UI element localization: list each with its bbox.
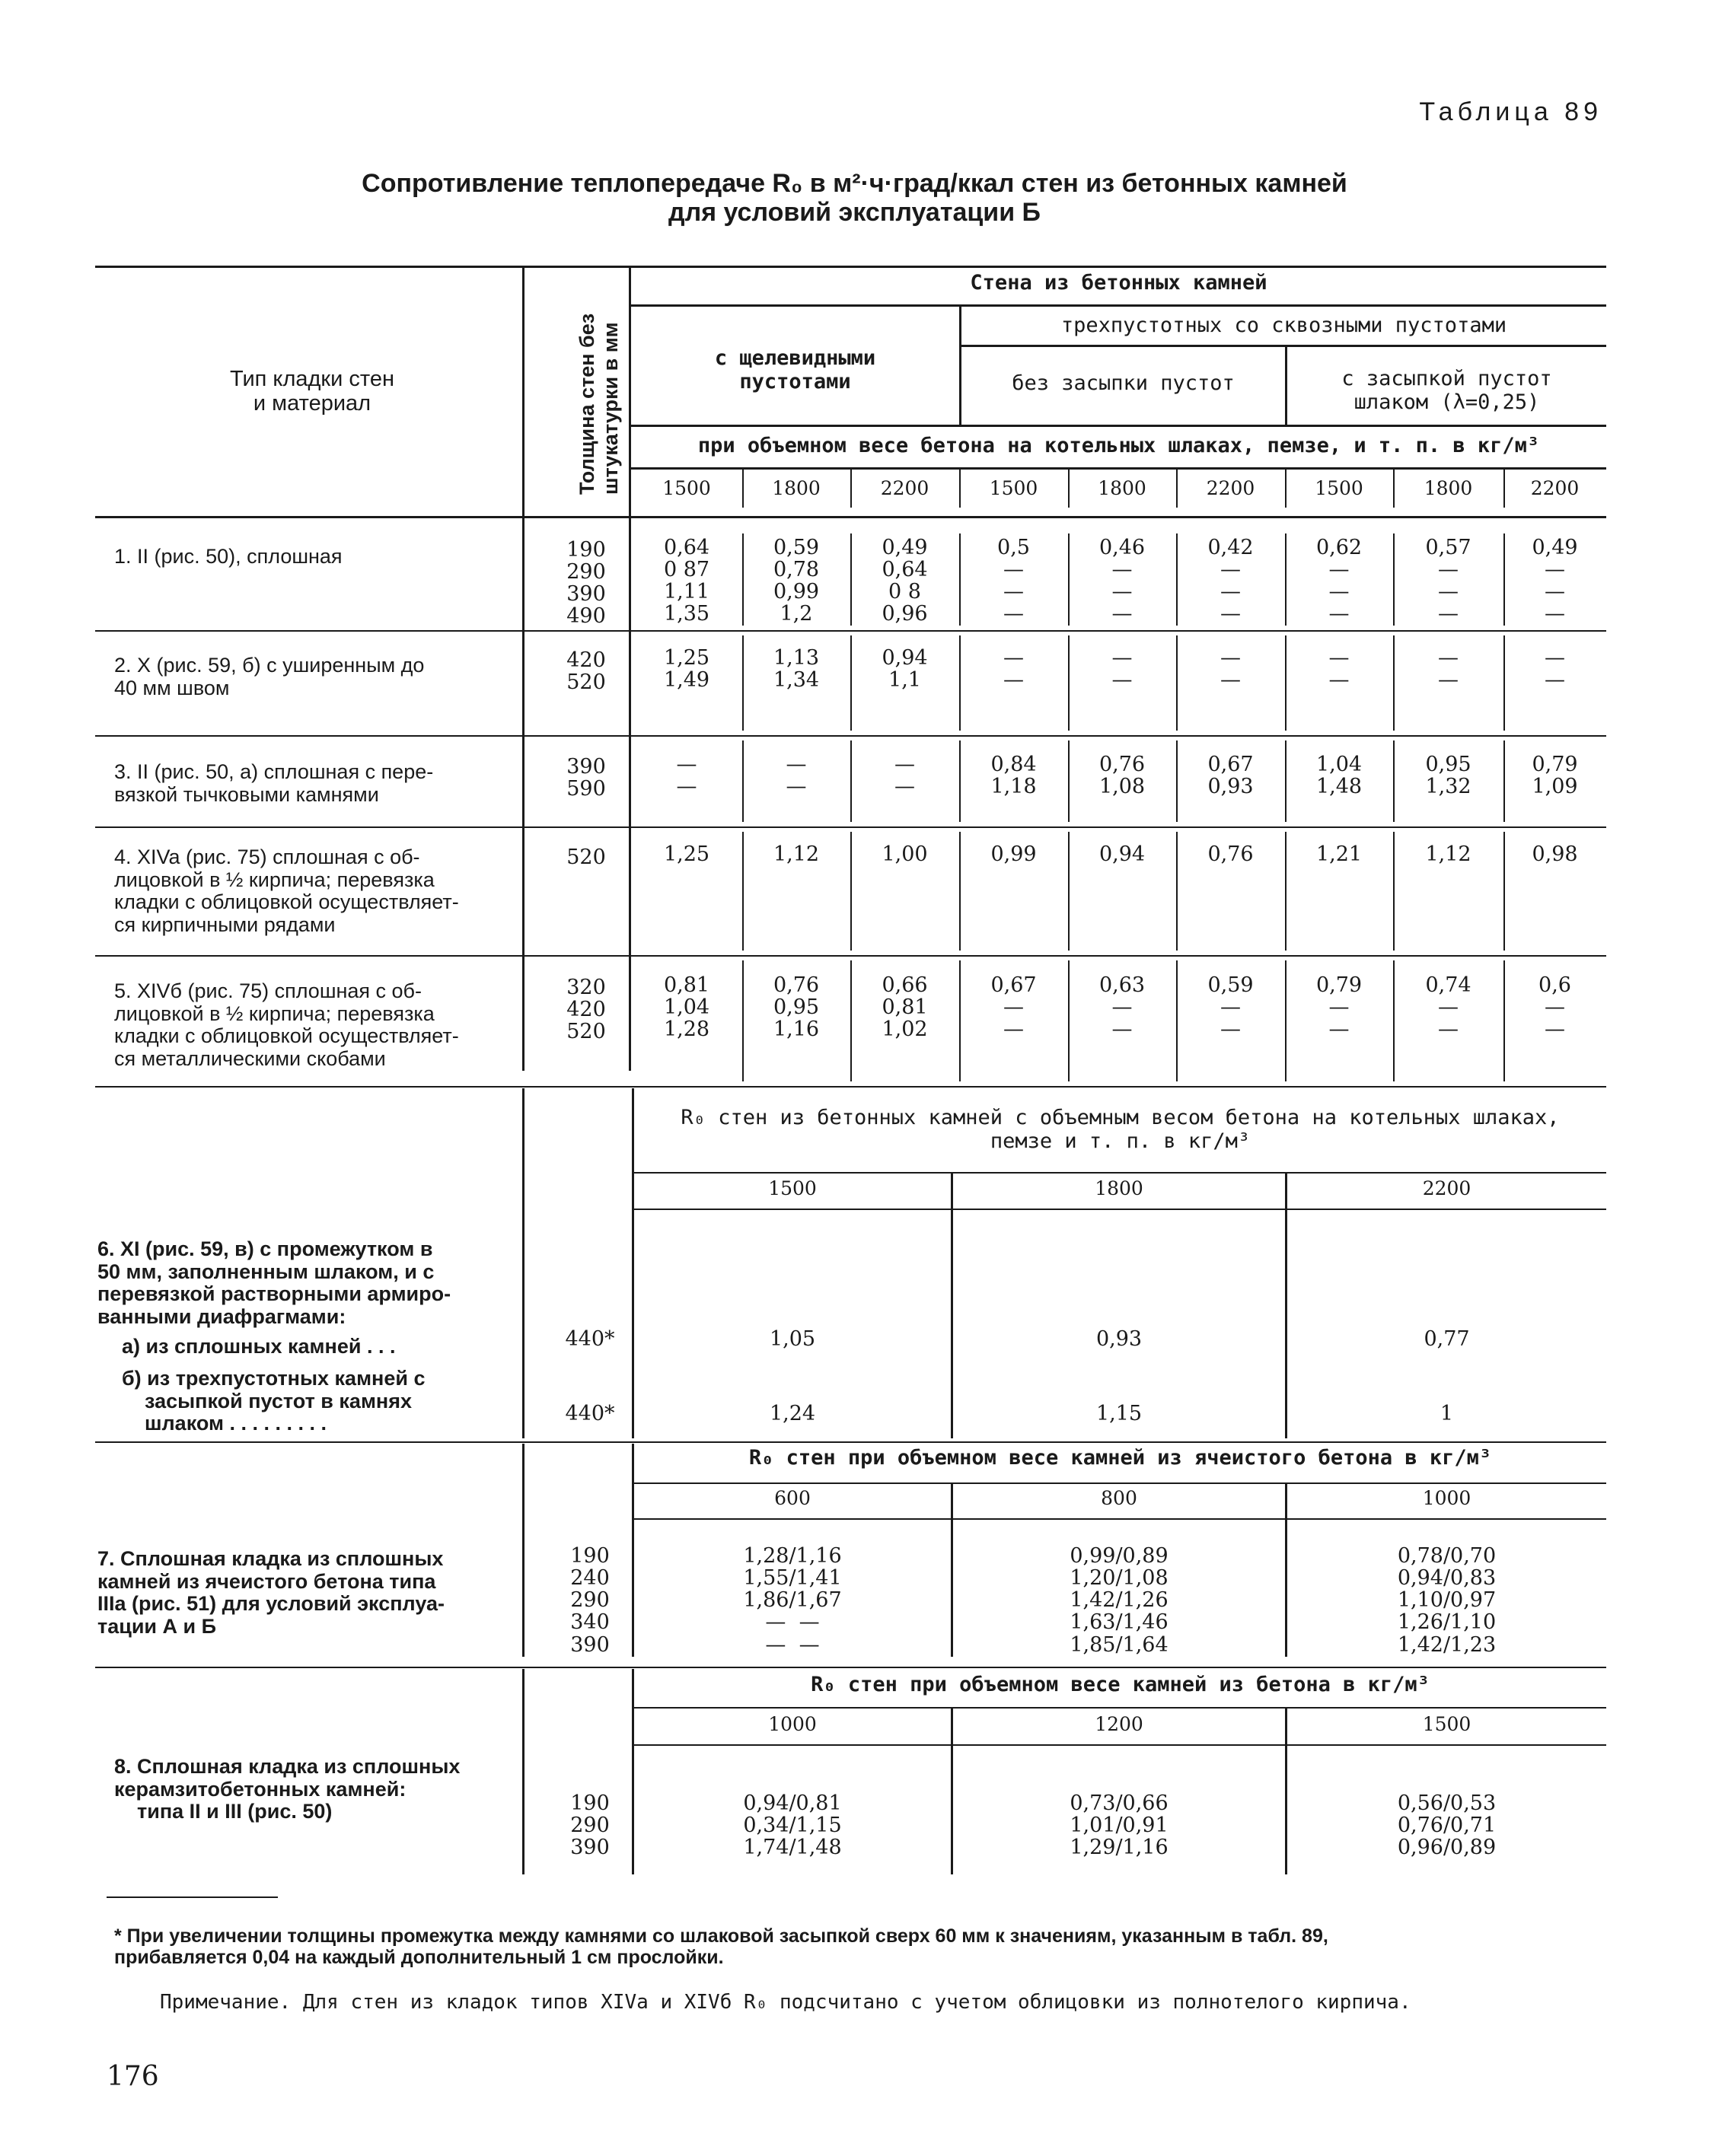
- row-label-4: 4. XIVa (рис. 75) сплошная с об- лицовкой в ½ кирпича; перевязка кладки с облицовкой осуществляет- ся кирпичными рядами: [114, 846, 459, 937]
- table-cell: 1,13 1,34: [773, 646, 820, 693]
- table-cell: — —: [1328, 646, 1350, 693]
- s7-head-line: [634, 1482, 1606, 1484]
- s6-label: 6. XI (рис. 59, в) с промежутком в 50 мм, заполненным шлаком, и с перевязкой растворными армиро- ванными диафрагмами:: [97, 1237, 451, 1329]
- s7-density-800: 800: [1101, 1487, 1137, 1509]
- s8-label: 8. Сплошная кладка из сплошных керамзитобетонных камней: типа II и III (рис. 50): [114, 1755, 461, 1823]
- table-title-line1: Сопротивление теплопередаче R₀ в м²·ч·град/ккал стен из бетонных камней: [362, 169, 1347, 198]
- s8-thickness: 190 290 390: [570, 1791, 610, 1860]
- table-cell: 0,79 1,09: [1532, 753, 1578, 799]
- s8-divider-type: [522, 1669, 524, 1874]
- s7-values-1000: 0,78/0,70 0,94/0,83 1,10/0,97 1,26/1,10 1,42/1,23: [1397, 1544, 1497, 1657]
- row-separator: [95, 630, 1606, 632]
- density-header-8: 2200: [1530, 477, 1580, 499]
- table-label: Таблица 89: [1419, 97, 1602, 126]
- table-cell: 0,67 — —: [990, 973, 1037, 1042]
- table-cell: 0,94 1,1: [882, 646, 928, 693]
- table-cell: 0,84 1,18: [990, 753, 1037, 799]
- note: Примечание. Для стен из кладок типов XIVa и XIVб R₀ подсчитано с учетом облицовки из полнотелого кирпича.: [160, 1991, 1411, 2014]
- s6-divider-type: [522, 1088, 524, 1438]
- group-header: Стена из бетонных камней: [970, 271, 1267, 295]
- table-title-line2: для условий эксплуатации Б: [668, 198, 1041, 227]
- row-label-1: 1. II (рис. 50), сплошная: [114, 545, 343, 568]
- table-cell: 0,57 — — —: [1425, 536, 1471, 626]
- s6-value-a-1500: 1,05: [769, 1327, 816, 1351]
- s6-value-a-1800: 0,93: [1095, 1327, 1143, 1351]
- s6-sub-b: б) из трехпустотных камней с засыпкой пустот в камнях шлаком . . . . . . . . .: [122, 1367, 426, 1435]
- s7-values-600: 1,28/1,16 1,55/1,41 1,86/1,67 — — — —: [743, 1544, 842, 1657]
- table-cell: 0,76: [1207, 842, 1254, 866]
- table-cell: 1,00: [882, 842, 928, 866]
- row-thickness-4: 520: [566, 846, 606, 869]
- table-cell: 0,42 — — —: [1207, 536, 1254, 626]
- s7-head: R₀ стен при объемном весе камней из ячеистого бетона в кг/м³: [748, 1446, 1492, 1470]
- s6-sub-a: а) из сплошных камней . . .: [122, 1335, 396, 1358]
- table-cell: 0,74 — —: [1425, 973, 1471, 1042]
- table-cell: 0,66 0,81 1,02: [882, 973, 928, 1042]
- table-cell: 0,81 1,04 1,28: [663, 973, 710, 1042]
- col-divider-type: [522, 268, 524, 1071]
- s6-value-b-1500: 1,24: [769, 1402, 816, 1425]
- row-thickness-5: 320 420 520: [566, 976, 606, 1044]
- density-header-5: 2200: [1206, 477, 1255, 499]
- table-cell: 0,5 — — —: [997, 536, 1030, 626]
- density-header-divider: [1393, 470, 1395, 508]
- table-cell: 0,76 1,08: [1098, 753, 1146, 799]
- s7-dens-line: [634, 1518, 1606, 1520]
- density-header-2: 2200: [880, 477, 929, 499]
- table-cell: 0,59 — —: [1207, 973, 1254, 1042]
- table-cell: 1,21: [1315, 842, 1363, 866]
- table-cell: 1,25 1,49: [663, 646, 710, 693]
- table-cell: 0,62 — — —: [1315, 536, 1363, 626]
- s7-label: 7. Сплошная кладка из сплошных камней из ячеистого бетона типа IIIa (рис. 51) для условий эксплуа- тации А и Б: [97, 1547, 445, 1638]
- with-fill-header: с засыпкой пустот шлаком (λ=0,25): [1341, 367, 1552, 415]
- table-cell: 0,59 0,78 0,99 1,2: [773, 536, 820, 626]
- row-thickness-2: 420 520: [566, 648, 606, 695]
- page-number: 176: [107, 2061, 159, 2092]
- s8-density-1200: 1200: [1095, 1713, 1143, 1735]
- s6-value-b-1800: 1,15: [1095, 1402, 1143, 1425]
- row-separator: [95, 735, 1606, 737]
- s7-density-1000: 1000: [1422, 1487, 1471, 1509]
- s8-values-1000: 0,94/0,81 0,34/1,15 1,74/1,48: [743, 1791, 842, 1860]
- density-header-7: 1800: [1424, 477, 1473, 499]
- s6-density-1500: 1500: [768, 1177, 817, 1199]
- s6-head: R₀ стен из бетонных камней с объемным весом бетона на котельных шлаках, пемзе и т. п. в кг/м³: [681, 1106, 1560, 1154]
- s8-values-1200: 0,73/0,66 1,01/0,91 1,29/1,16: [1070, 1791, 1169, 1860]
- table-cell: — —: [786, 753, 807, 799]
- table-cell: 1,04 1,48: [1315, 753, 1363, 799]
- s7-thickness: 190 240 290 340 390: [570, 1544, 610, 1657]
- table-cell: — —: [1111, 646, 1133, 693]
- s6-col-divider: [1285, 1172, 1287, 1438]
- s6-col-divider: [951, 1172, 953, 1438]
- row-thickness-3: 390 590: [566, 755, 606, 801]
- s7-bottom-line: [95, 1667, 1606, 1668]
- table-cell: — —: [676, 753, 697, 799]
- table-cell: 0,79 — —: [1315, 973, 1363, 1042]
- no-fill-header: без засыпки пустот: [1012, 371, 1235, 395]
- row-label-3: 3. II (рис. 50, а) сплошная с пере- вязкой тычковыми камнями: [114, 760, 434, 806]
- s6-thickness-b: 440*: [565, 1402, 615, 1425]
- s7-density-600: 600: [774, 1487, 811, 1509]
- s6-dens-line: [634, 1209, 1606, 1210]
- density-header-3: 1500: [989, 477, 1038, 499]
- table-cell: 0,94: [1098, 842, 1146, 866]
- slotted-header: с щелевидными пустотами: [714, 346, 876, 394]
- row-separator: [95, 1086, 1606, 1088]
- s8-density-1000: 1000: [768, 1713, 817, 1735]
- col-header-type: Тип кладки стен и материал: [230, 367, 394, 416]
- row-label-5: 5. XIVб (рис. 75) сплошная с об- лицовкой в ½ кирпича; перевязка кладки с облицовкой осуществляет- ся металлическими скобами: [114, 979, 459, 1071]
- row-label-2: 2. X (рис. 59, б) с уширенным до 40 мм швом: [114, 654, 425, 699]
- table-cell: 0,67 0,93: [1207, 753, 1254, 799]
- table-cell: — —: [1220, 646, 1241, 693]
- density-header-0: 1500: [662, 477, 711, 499]
- density-header-4: 1800: [1098, 477, 1146, 499]
- s7-values-800: 0,99/0,89 1,20/1,08 1,42/1,26 1,63/1,46 1,85/1,64: [1070, 1544, 1169, 1657]
- group-header-line: [631, 304, 1606, 307]
- table-cell: 0,99: [990, 842, 1037, 866]
- table-cell: 0,49 0,64 0 8 0,96: [882, 536, 928, 626]
- density-header-6: 1500: [1315, 477, 1363, 499]
- table-cell: 1,25: [663, 842, 710, 866]
- s8-head-line: [634, 1707, 1606, 1709]
- header-bottom-border: [95, 516, 1606, 518]
- table-cell: — —: [1438, 646, 1459, 693]
- density-header-divider: [742, 470, 744, 508]
- three-hollow-line: [959, 345, 1606, 347]
- s8-values-1500: 0,56/0,53 0,76/0,71 0,96/0,89: [1397, 1791, 1497, 1860]
- footnote-rule: [107, 1896, 278, 1898]
- density-header-divider: [1068, 470, 1070, 508]
- density-header-divider: [850, 470, 852, 508]
- s6-density-1800: 1800: [1095, 1177, 1143, 1199]
- density-header-divider: [959, 470, 961, 508]
- row-separator: [95, 955, 1606, 957]
- s8-dens-line: [634, 1744, 1606, 1746]
- table-cell: 0,98: [1532, 842, 1578, 866]
- density-header-divider: [1176, 470, 1178, 508]
- table-cell: 0,49 — — —: [1532, 536, 1578, 626]
- density-row-bottom-line: [631, 467, 1606, 470]
- s6-head-line: [634, 1172, 1606, 1174]
- density-header-divider: [1503, 470, 1505, 508]
- table-cell: 0,63 — —: [1098, 973, 1146, 1042]
- table-cell: 0,46 — — —: [1098, 536, 1146, 626]
- density-header-divider: [1285, 470, 1287, 508]
- table-cell: — —: [1545, 646, 1565, 693]
- row-separator: [95, 826, 1606, 828]
- table-cell: 1,12: [1425, 842, 1471, 866]
- s7-divider-type: [522, 1444, 524, 1657]
- density-row-header: при объемном весе бетона на котельных шлаках, пемзе, и т. п. в кг/м³: [697, 434, 1540, 457]
- table-cell: 0,76 0,95 1,16: [773, 973, 820, 1042]
- col-header-thickness: Толщина стен без штукатурки в мм: [576, 313, 623, 495]
- subgroup-bottom-line: [631, 425, 1606, 427]
- s6-density-2200: 2200: [1422, 1177, 1471, 1199]
- s6-value-a-2200: 0,77: [1424, 1327, 1470, 1351]
- s6-bottom-line: [95, 1441, 1606, 1443]
- s8-head: R₀ стен при объемном весе камней из бетона в кг/м³: [811, 1673, 1430, 1696]
- table-cell: — —: [1003, 646, 1024, 693]
- three-hollow-header: трехпустотных со сквозными пустотами: [1060, 314, 1507, 337]
- s8-density-1500: 1500: [1422, 1713, 1471, 1735]
- s6-thickness-a: 440*: [565, 1327, 615, 1351]
- row-thickness-1: 190 290 390 490: [566, 538, 606, 629]
- footnote: * При увеличении толщины промежутка между камнями со шлаковой засыпкой сверх 60 мм к значениям, указанным в табл. 89, прибавляется 0,04 на каждый дополнительный 1 см прослойки.: [114, 1925, 1328, 1968]
- table-cell: 0,6 — —: [1538, 973, 1571, 1042]
- table-cell: 0,64 0 87 1,11 1,35: [663, 536, 710, 626]
- table-cell: 0,95 1,32: [1425, 753, 1471, 799]
- table-cell: 1,12: [773, 842, 820, 866]
- density-header-1: 1800: [772, 477, 821, 499]
- s6-value-b-2200: 1: [1440, 1402, 1454, 1425]
- table-top-border: [95, 266, 1606, 268]
- table-cell: — —: [894, 753, 915, 799]
